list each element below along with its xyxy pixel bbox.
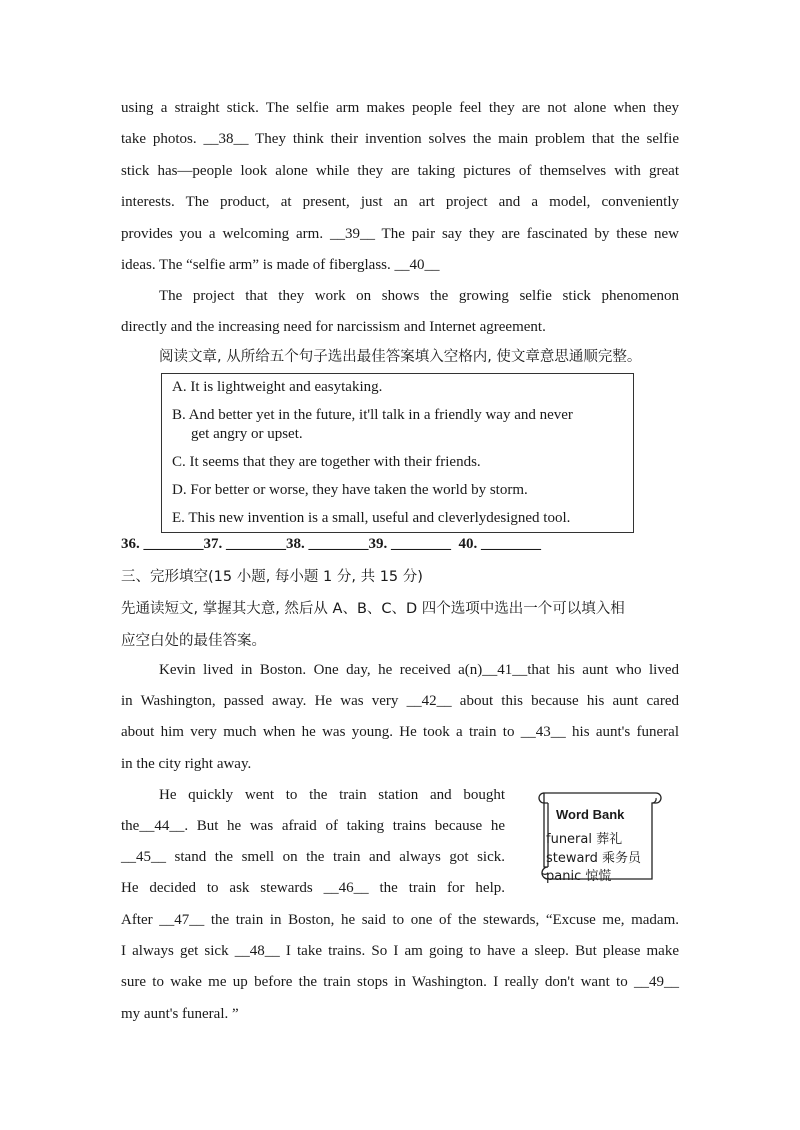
section-title: 三、完形填空(15 小题, 每小题 1 分, 共 15 分) (121, 569, 423, 585)
word-bank-entry: panic 惊慌 (546, 869, 612, 884)
option-e: E. This new invention is a small, useful and cleverlydesigned tool. (172, 510, 571, 526)
para1-line: using a straight stick. The selfie arm makes people feel they are not alone when they (121, 100, 679, 116)
option-d: D. For better or worse, they have taken the world by storm. (172, 482, 528, 498)
para1-line: interests. The product, at present, just an art project and a model, conveniently (121, 194, 679, 210)
story-line: my aunt's funeral. ” (121, 1006, 239, 1022)
instruction-cloze: 先通读短文, 掌握其大意, 然后从 A、B、C、D 四个选项中选出一个可以填入相 (121, 601, 625, 617)
word-bank-entry: steward 乘务员 (546, 851, 641, 866)
instruction-cloze: 应空白处的最佳答案。 (121, 633, 266, 649)
story-line: sure to wake me up before the train stops in Washington. I really don't want to __49__ (121, 974, 679, 990)
story-line: in the city right away. (121, 756, 252, 772)
word-bank-entry: funeral 葬礼 (546, 832, 623, 847)
story-line: Kevin lived in Boston. One day, he received a(n)__41__that his aunt who lived (159, 662, 679, 678)
option-c: C. It seems that they are together with their friends. (172, 454, 481, 470)
para2-line: The project that they work on shows the growing selfie stick phenomenon (159, 288, 679, 304)
word-bank (534, 787, 662, 885)
word-bank-title: Word Bank (556, 807, 625, 822)
instruction-reading: 阅读文章, 从所给五个句子选出最佳答案填入空格内, 使文章意思通顺完整。 (159, 349, 642, 365)
options-box (161, 373, 634, 533)
para1-line: provides you a welcoming arm. __39__ The pair say they are fascinated by these new (121, 226, 679, 242)
story-line: in Washington, passed away. He was very __42__ about this because his aunt cared (121, 693, 679, 709)
story-line: the__44__. But he was afraid of taking trains because he (121, 818, 505, 834)
story-line: __45__ stand the smell on the train and always got sick. (121, 849, 505, 865)
para1-line: take photos. __38__ They think their invention solves the main problem that the selfie (121, 131, 679, 147)
para2-line: directly and the increasing need for narcissism and Internet agreement. (121, 319, 546, 335)
story-line: He decided to ask stewards __46__ the train for help. (121, 880, 505, 896)
option-a: A. It is lightweight and easytaking. (172, 379, 383, 395)
para1-line: stick has—people look alone while they are taking pictures of themselves with great (121, 163, 679, 179)
story-line: about him very much when he was young. He took a train to __43__ his aunt's funeral (121, 724, 679, 740)
option-b-cont: get angry or upset. (191, 426, 303, 442)
story-line: He quickly went to the train station and bought (159, 787, 505, 803)
story-line: I always get sick __48__ I take trains. So I am going to have a sleep. But please make (121, 943, 679, 959)
answer-blanks: 36. ________37. ________38. ________39. ________ 40. ________ (121, 536, 541, 552)
story-line: After __47__ the train in Boston, he said to one of the stewards, “Excuse me, madam. (121, 912, 679, 928)
option-b: B. And better yet in the future, it'll talk in a friendly way and never (172, 407, 573, 423)
para1-line: ideas. The “selfie arm” is made of fiberglass. __40__ (121, 257, 440, 273)
